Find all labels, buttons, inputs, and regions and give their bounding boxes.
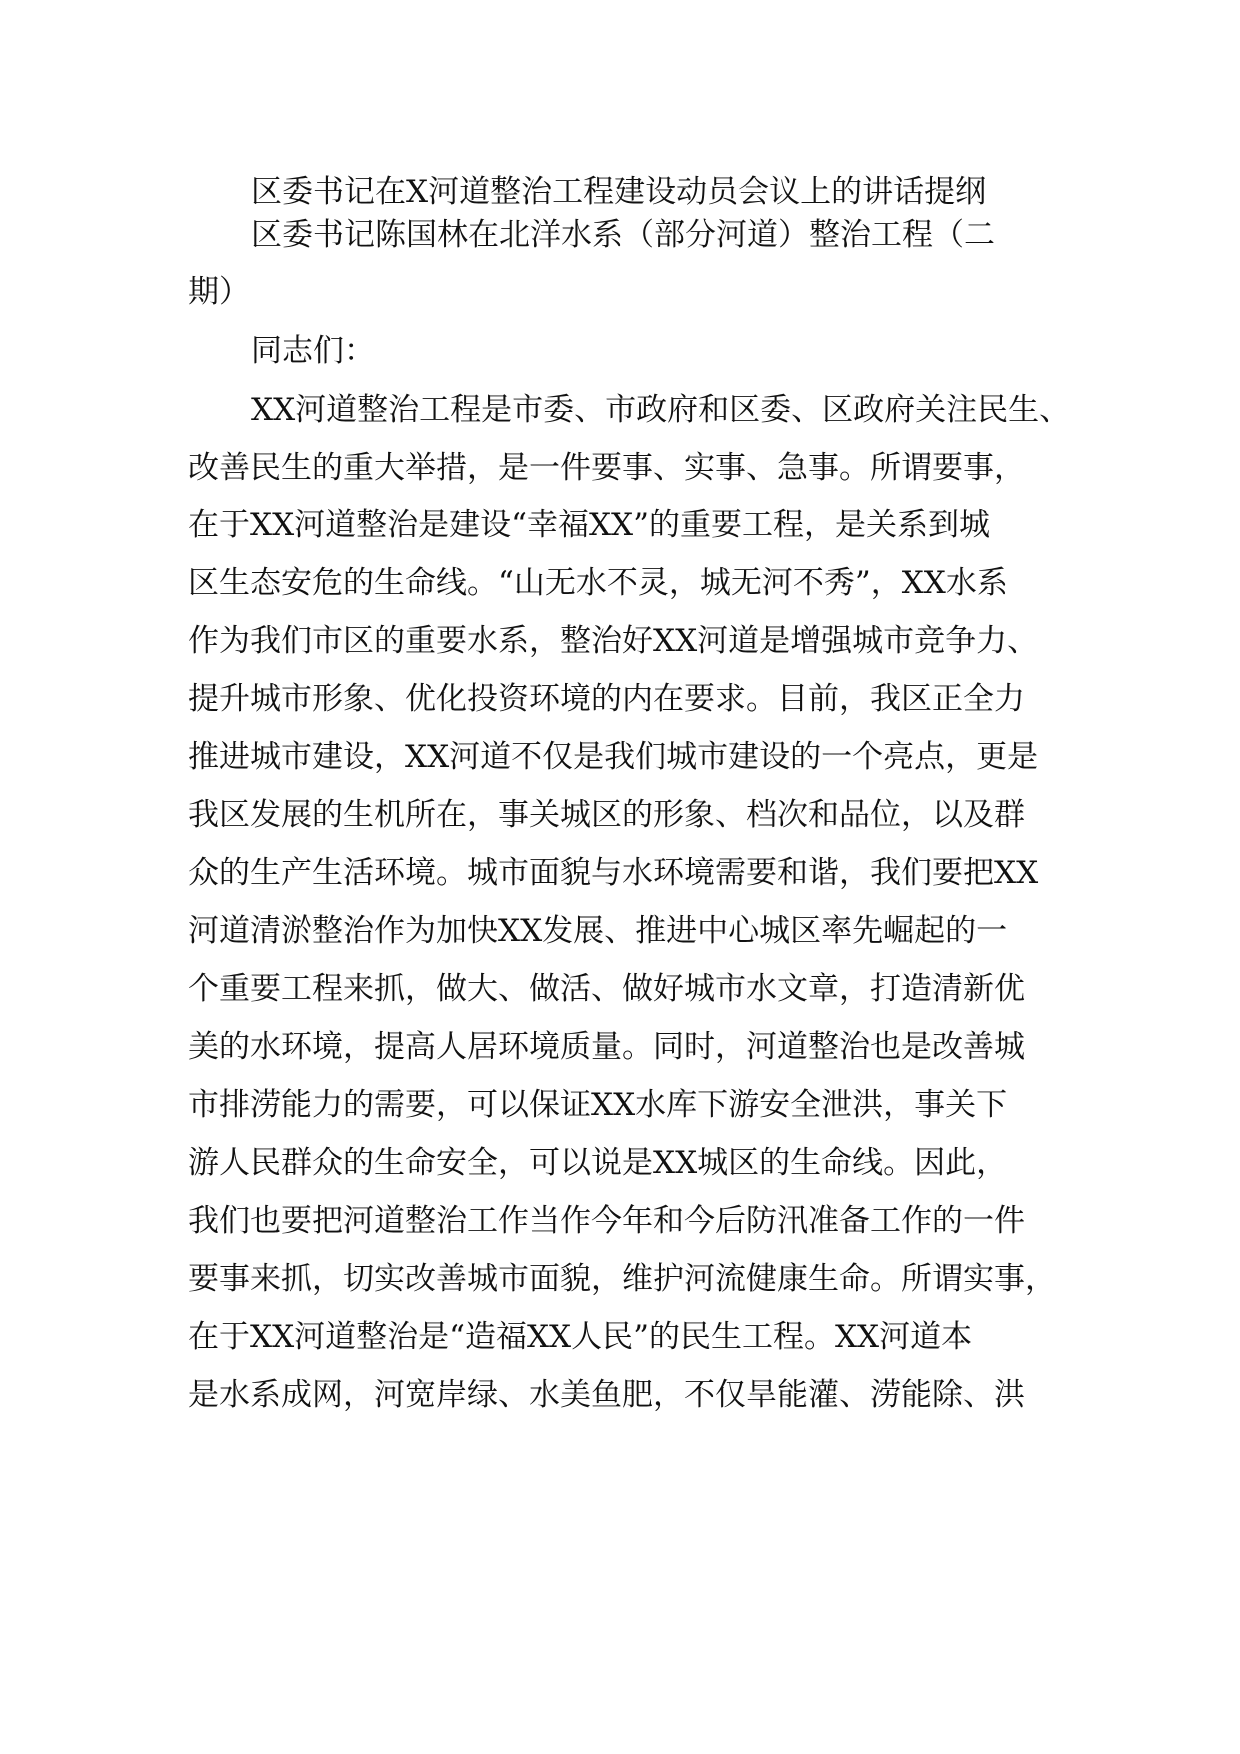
body-line: XX河道整治工程是市委、市政府和区委、区政府关注民生、: [251, 392, 1071, 428]
body-line: 作为我们市区的重要水系，整治好XX河道是增强城市竞争力、: [188, 623, 1039, 659]
salutation: 同志们：: [251, 333, 375, 369]
body-line: 我们也要把河道整治工作当作今年和今后防汛准备工作的一件: [188, 1203, 1025, 1239]
body-line: 游人民群众的生命安全，可以说是XX城区的生命线。因此，: [188, 1145, 1008, 1181]
body-line: 在于XX河道整治是建设“幸福XX”的重要工程，是关系到城: [188, 507, 990, 543]
body-line: 区生态安危的生命线。“山无水不灵，城无河不秀”，XX水系: [188, 565, 1008, 601]
subtitle-line: 区委书记陈国林在北洋水系（部分河道）整治工程（二: [251, 217, 995, 253]
body-line: 众的生产生活环境。城市面貌与水环境需要和谐，我们要把XX: [188, 855, 1039, 891]
body-line: 我区发展的生机所在，事关城区的形象、档次和品位，以及群: [188, 797, 1025, 833]
document-title: 区委书记在X河道整治工程建设动员会议上的讲话提纲: [251, 174, 987, 210]
body-line: 提升城市形象、优化投资环境的内在要求。目前，我区正全力: [188, 681, 1025, 717]
body-line: 改善民生的重大举措，是一件要事、实事、急事。所谓要事，: [188, 450, 1025, 486]
body-line: 个重要工程来抓，做大、做活、做好城市水文章，打造清新优: [188, 971, 1025, 1007]
body-line: 推进城市建设，XX河道不仅是我们城市建设的一个亮点，更是: [188, 739, 1039, 775]
body-line: 要事来抓，切实改善城市面貌，维护河流健康生命。所谓实事，: [188, 1261, 1056, 1297]
body-line: 河道清淤整治作为加快XX发展、推进中心城区率先崛起的一: [188, 913, 1008, 949]
body-line: 市排涝能力的需要，可以保证XX水库下游安全泄洪，事关下: [188, 1087, 1008, 1123]
body-line: 在于XX河道整治是“造福XX人民”的民生工程。XX河道本: [188, 1319, 973, 1355]
subtitle-line: 期）: [188, 274, 250, 310]
body-line: 是水系成网，河宽岸绿、水美鱼肥，不仅旱能灌、涝能除、洪: [188, 1377, 1025, 1413]
body-line: 美的水环境，提高人居环境质量。同时，河道整治也是改善城: [188, 1029, 1025, 1065]
